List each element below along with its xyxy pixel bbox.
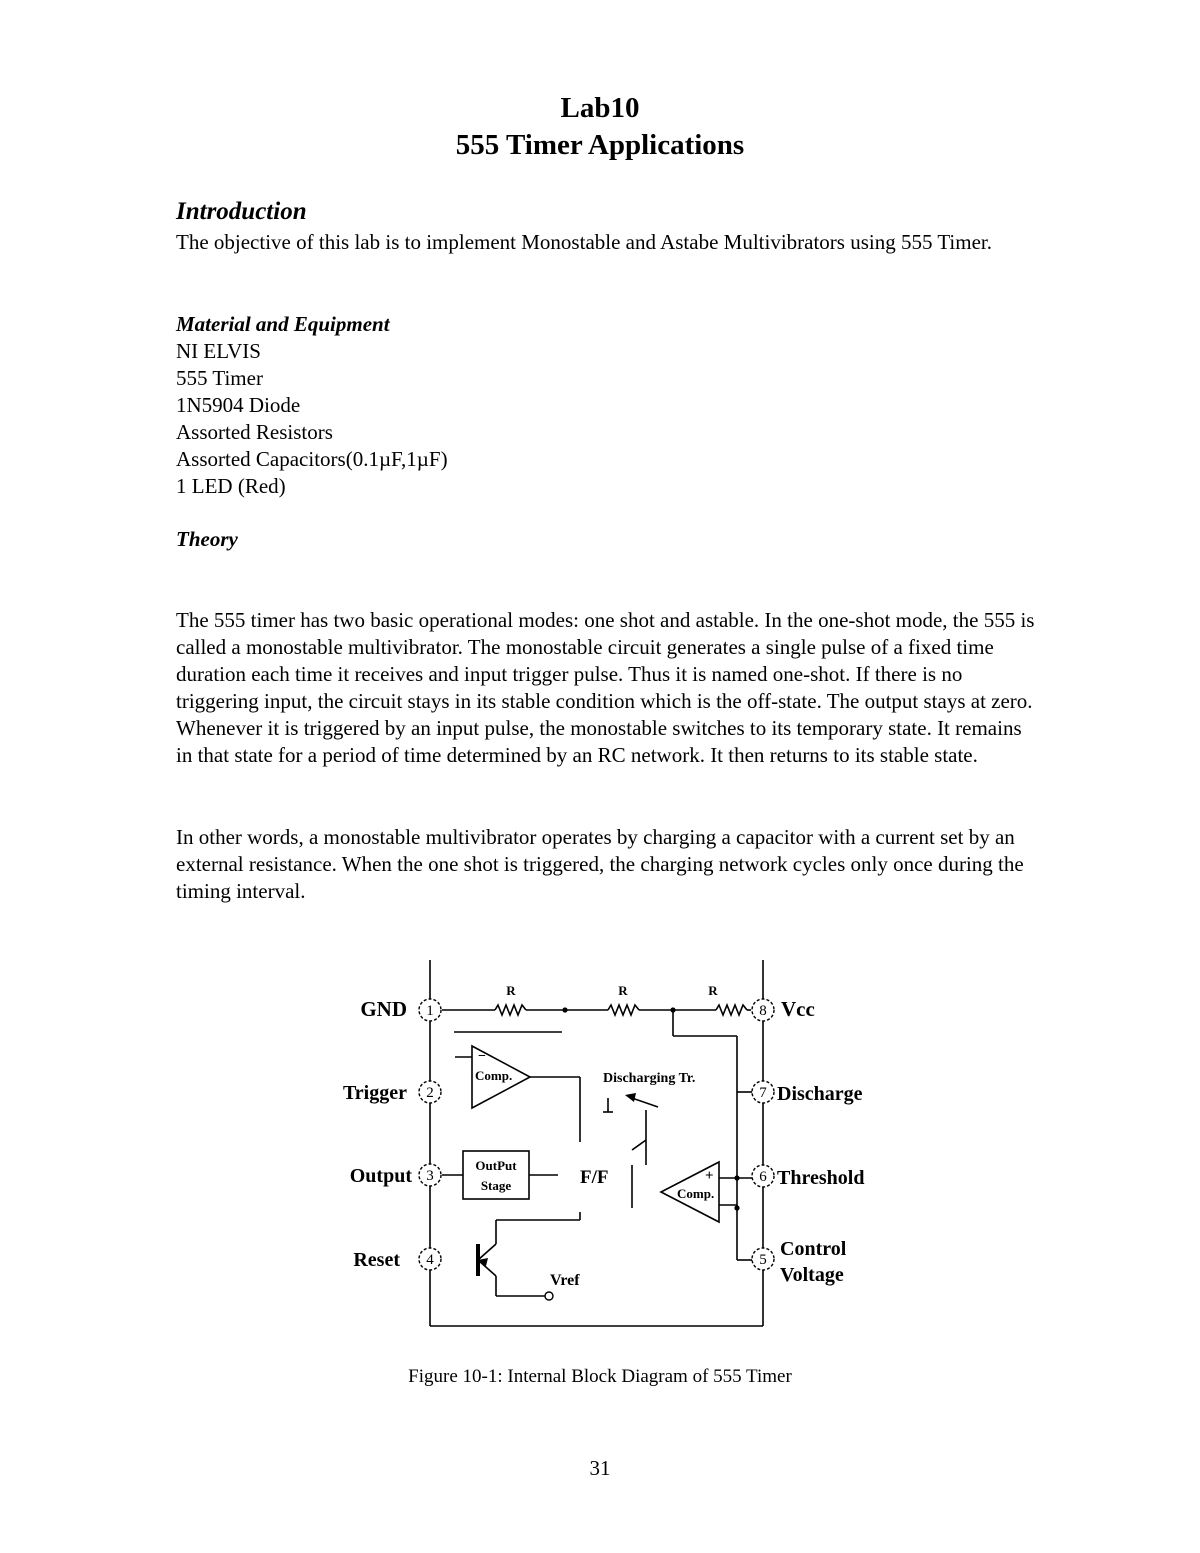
pin-number: 2 <box>426 1085 434 1101</box>
theory-paragraph-1: The 555 timer has two basic operational modes: one shot and astable. In the one-shot mode, the 555 is called a monostable multivibrator. The monostable circuit generates a single pulse of a fixed time duration each time it receives and input trigger pulse. Thus it is named one-shot. If there is no triggering input, the circuit stays in its stable condition which is the off-state. The output stays at zero. Whenever it is triggered by an input pulse, the monostable switches to its temporary state. It remains in that state for a period of time determined by an RC network. It then returns to its stable state. <box>176 608 1035 767</box>
introduction-heading: Introduction <box>176 198 307 225</box>
vref-label: Vref <box>550 1272 580 1289</box>
material-item: 1 LED (Red) <box>176 474 286 498</box>
comp-label-threshold: Comp. <box>677 1186 715 1201</box>
discharging-label: Discharging Tr. <box>603 1071 696 1086</box>
material-item: Assorted Resistors <box>176 420 333 444</box>
material-item: 1N5904 Diode <box>176 393 301 417</box>
pin-number: 1 <box>426 1003 434 1019</box>
resistor-label: R <box>618 983 628 998</box>
pin-number: 4 <box>426 1252 434 1268</box>
theory-paragraph-2: In other words, a monostable multivibrator operates by charging a capacitor with a current set by an external resistance. When the one shot is triggered, the charging network cycles only once during the timing interval. <box>176 825 1024 903</box>
figure-caption: Figure 10-1: Internal Block Diagram of 555 Timer <box>408 1366 792 1387</box>
output-stage-label-1: OutPut <box>475 1158 517 1173</box>
material-item: NI ELVIS <box>176 339 261 363</box>
materials-list <box>176 338 448 500</box>
pin-label-output: Output <box>349 1165 412 1187</box>
material-item: 555 Timer <box>176 366 263 390</box>
page-title: 555 Timer Applications <box>455 129 745 161</box>
pin-label-threshold: Threshold <box>777 1167 865 1189</box>
pin-number: 5 <box>759 1252 767 1268</box>
resistor-label: R <box>506 983 516 998</box>
flip-flop-label: F/F <box>580 1167 609 1188</box>
pin-label-trigger: Trigger <box>342 1082 407 1104</box>
page-number: 31 <box>589 1456 611 1480</box>
material-item: Assorted Capacitors(0.1µF,1µF) <box>176 447 448 471</box>
output-stage-label-2: Stage <box>480 1178 512 1193</box>
comp-plus-sign: + <box>705 1168 714 1184</box>
pin-label-vcc: Vcc <box>781 997 815 1021</box>
pin-number: 3 <box>426 1168 434 1184</box>
materials-heading: Material and Equipment <box>176 312 390 336</box>
pin-number: 8 <box>759 1003 767 1019</box>
pin-label-reset: Reset <box>353 1249 400 1271</box>
pin-label-discharge: Discharge <box>777 1083 863 1105</box>
comp-label-trigger: Comp. <box>475 1068 513 1083</box>
pin-label-control: Control <box>780 1238 847 1260</box>
introduction-text: The objective of this lab is to implement Monostable and Astabe Multivibrators using 555 Timer. <box>176 230 993 254</box>
resistor-label: R <box>708 983 718 998</box>
pin-label-gnd: GND <box>360 997 407 1021</box>
lab-number: Lab10 <box>560 92 640 124</box>
comp-minus-sign: − <box>478 1049 486 1064</box>
pin-label-voltage: Voltage <box>780 1264 844 1286</box>
pin-number: 6 <box>759 1169 767 1185</box>
timer-block-diagram <box>320 950 900 1350</box>
theory-heading: Theory <box>176 527 238 551</box>
pin-number: 7 <box>759 1085 767 1101</box>
